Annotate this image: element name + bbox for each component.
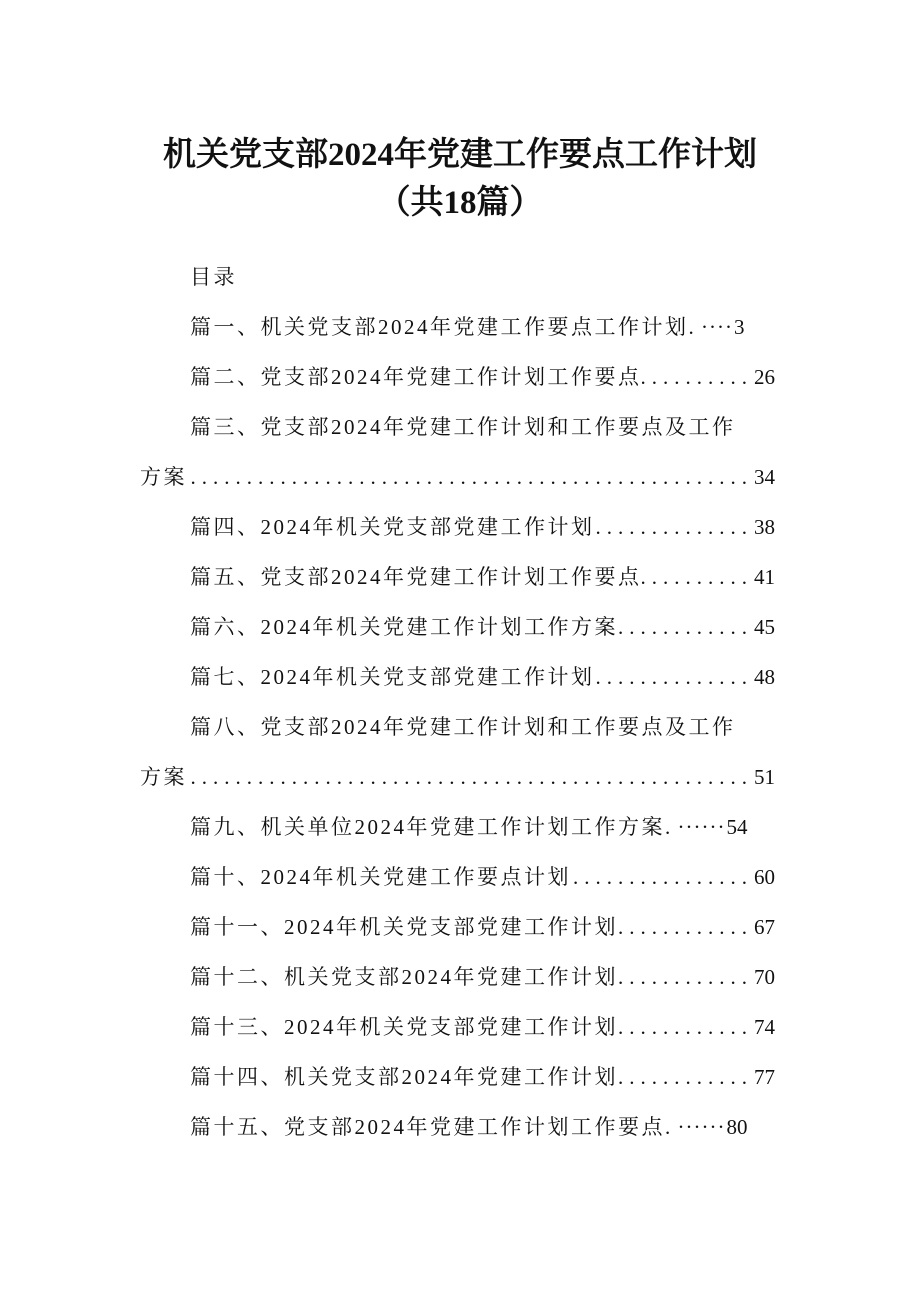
toc-entry-12[interactable] xyxy=(140,952,775,1002)
dot-leader xyxy=(618,1002,753,1052)
toc-entry-title: 篇七、2024年机关党支部党建工作计划 xyxy=(190,665,595,689)
toc-entry-title: 篇十二、机关党支部2024年党建工作计划 xyxy=(190,965,618,989)
dot-leader xyxy=(618,952,753,1002)
toc-entry-10[interactable] xyxy=(140,852,775,902)
toc-entry-13[interactable] xyxy=(140,1002,775,1052)
dot-leader xyxy=(595,652,754,702)
dot-leader xyxy=(642,552,754,602)
toc-entry-title: 篇四、2024年机关党支部党建工作计划 xyxy=(190,515,595,539)
toc-entry-continuation xyxy=(140,752,775,802)
page-number: 26 xyxy=(754,365,775,389)
toc-entry-title: 篇一、机关党支部2024年党建工作要点工作计划 xyxy=(190,315,689,339)
dot-leader: . ······ xyxy=(665,815,726,839)
toc-entry-1[interactable] xyxy=(140,302,775,352)
toc-entry-14[interactable] xyxy=(140,1052,775,1102)
dot-leader xyxy=(618,1052,753,1102)
page-number: 67 xyxy=(754,915,775,939)
toc-entry-2[interactable] xyxy=(140,352,775,402)
page-number: 80 xyxy=(726,1115,748,1139)
dot-leader xyxy=(595,502,754,552)
dot-leader: . ···· xyxy=(688,315,733,339)
table-of-contents xyxy=(140,252,775,1152)
toc-entry-6[interactable] xyxy=(140,602,775,652)
page-number: 54 xyxy=(726,815,748,839)
toc-entry-7[interactable] xyxy=(140,652,775,702)
toc-entry-continuation xyxy=(140,452,775,502)
toc-entry-title: 篇十三、2024年机关党支部党建工作计划 xyxy=(190,1015,618,1039)
page-number: 45 xyxy=(754,615,775,639)
page-number: 74 xyxy=(754,1015,775,1039)
toc-entry-title: 篇八、党支部2024年党建工作计划和工作要点及工作 xyxy=(190,715,736,739)
dot-leader xyxy=(642,352,754,402)
toc-entry-title: 篇十五、党支部2024年党建工作计划工作要点 xyxy=(190,1115,665,1139)
page-number: 3 xyxy=(733,315,745,339)
page-number: 48 xyxy=(754,665,775,689)
toc-entry-8[interactable] xyxy=(140,702,775,802)
page-number: 38 xyxy=(754,515,775,539)
toc-entry-3[interactable] xyxy=(140,402,775,502)
toc-entry-title-continued: 方案 xyxy=(140,465,187,489)
page-number: 77 xyxy=(754,1065,775,1089)
toc-entry-title: 篇九、机关单位2024年党建工作计划工作方案 xyxy=(190,815,665,839)
toc-entry-title: 篇十一、2024年机关党支部党建工作计划 xyxy=(190,915,618,939)
title-line-2: （共18篇） xyxy=(377,185,543,221)
dot-leader: . ······ xyxy=(665,1115,726,1139)
document-title xyxy=(0,131,920,227)
toc-entry-title-continued: 方案 xyxy=(140,765,187,789)
toc-entry-15[interactable] xyxy=(140,1102,775,1152)
title-line-1: 机关党支部2024年党建工作要点工作计划 xyxy=(163,137,757,173)
dot-leader xyxy=(618,902,753,952)
toc-entry-title: 篇三、党支部2024年党建工作计划和工作要点及工作 xyxy=(190,415,736,439)
toc-entry-9[interactable] xyxy=(140,802,775,852)
toc-entry-title: 篇十四、机关党支部2024年党建工作计划 xyxy=(190,1065,618,1089)
toc-entry-title: 篇二、党支部2024年党建工作计划工作要点 xyxy=(190,365,642,389)
page-number: 60 xyxy=(754,865,775,889)
dot-leader xyxy=(187,752,753,802)
toc-entry-11[interactable] xyxy=(140,902,775,952)
toc-entry-4[interactable] xyxy=(140,502,775,552)
dot-leader xyxy=(618,602,753,652)
toc-heading: 目录 xyxy=(190,265,237,289)
page-number: 51 xyxy=(754,765,775,789)
dot-leader xyxy=(187,452,753,502)
dot-leader xyxy=(571,852,753,902)
toc-entry-5[interactable] xyxy=(140,552,775,602)
toc-entry-title: 篇十、2024年机关党建工作要点计划 xyxy=(190,865,571,889)
toc-entry-title: 篇六、2024年机关党建工作计划工作方案 xyxy=(190,615,618,639)
page-number: 41 xyxy=(754,565,775,589)
toc-entry-title: 篇五、党支部2024年党建工作计划工作要点 xyxy=(190,565,642,589)
page-number: 70 xyxy=(754,965,775,989)
page-number: 34 xyxy=(754,465,775,489)
